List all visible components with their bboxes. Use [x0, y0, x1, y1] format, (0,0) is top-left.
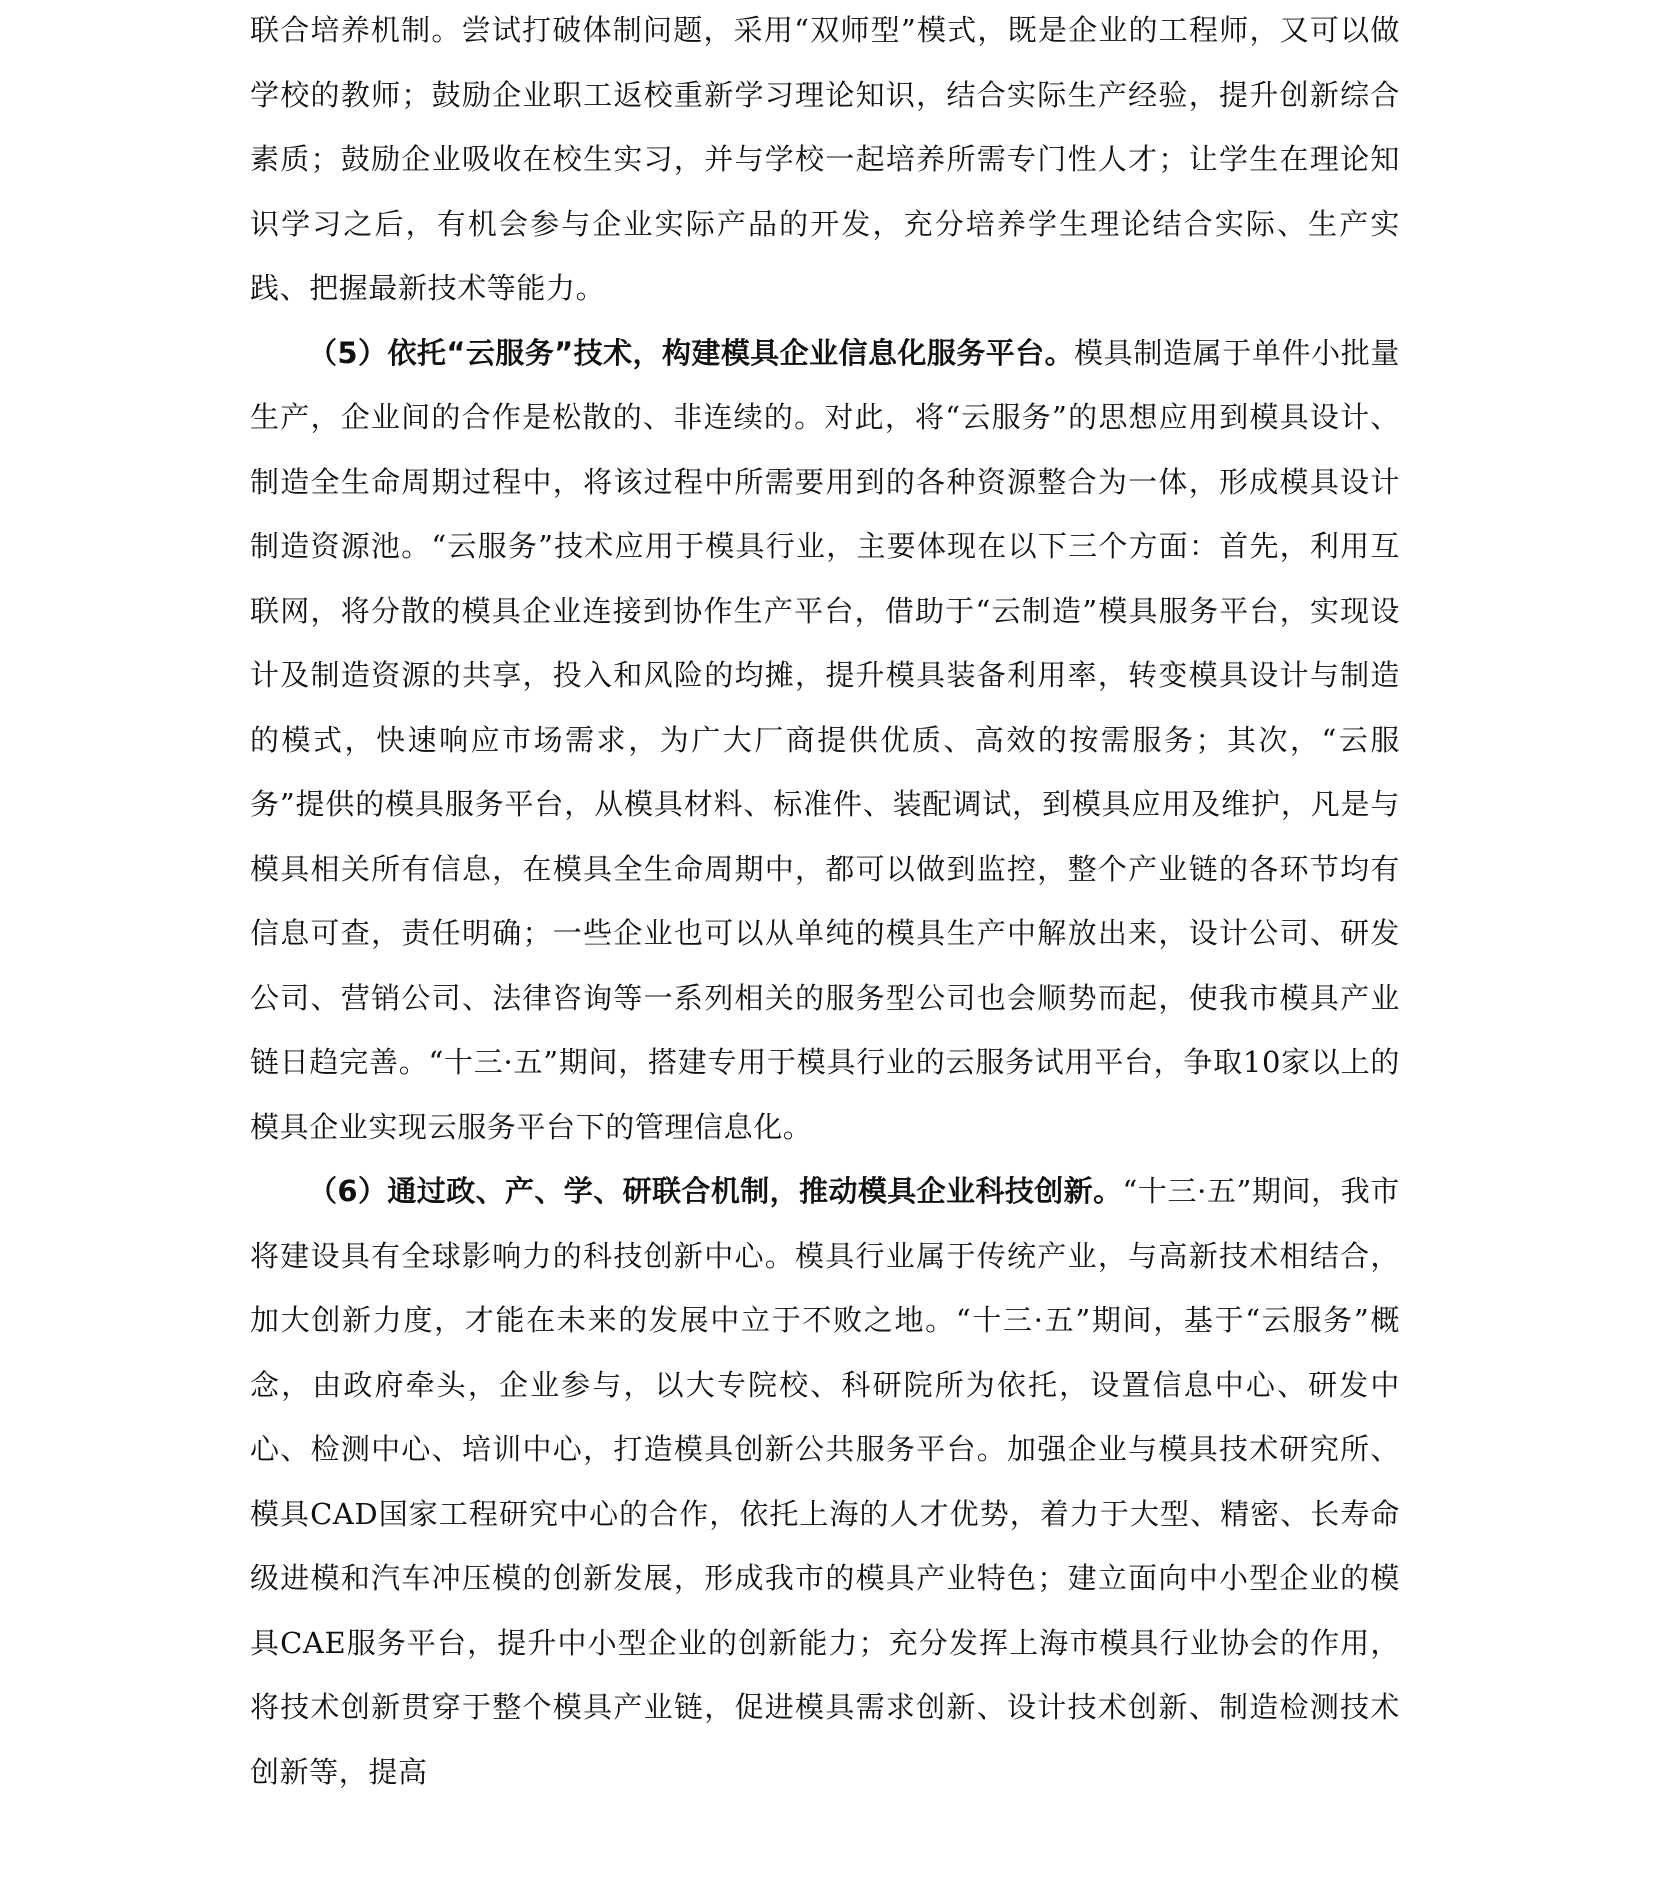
paragraph-training-mechanism — [250, 0, 1400, 321]
paragraph-heading: （5）依托“云服务”技术，构建模具企业信息化服务平台。 — [308, 335, 1075, 370]
paragraph-body: “十三·五”期间，我市将建设具有全球影响力的科技创新中心。模具行业属于传统产业，与高新技术相结合，加大创新力度，才能在未来的发展中立于不败之地。“十三·五”期间，基于“云服务”概念，由政府牵头，企业参与，以大专院校、科研院所为依托，设置信息中心、研发中心、检测中心、培训中心，打造模具创新公共服务平台。加强企业与模具技术研究所、模具CAD国家工程研究中心的合作，依托上海的人才优势，着力于大型、精密、长寿命级进模和汽车冲压模的创新发展，形成我市的模具产业特色；建立面向中小型企业的模具CAE服务平台，提升中小型企业的创新能力；充分发挥上海市模具行业协会的作用，将技术创新贯穿于整个模具产业链，促进模具需求创新、设计技术创新、制造检测技术创新等，提高 — [250, 1174, 1400, 1789]
paragraph-innovation — [250, 1159, 1400, 1804]
paragraph-body: 联合培养机制。尝试打破体制问题，采用“双师型”模式，既是企业的工程师，又可以做学校的教师；鼓励企业职工返校重新学习理论知识，结合实际生产经验，提升创新综合素质；鼓励企业吸收在校生实习，并与学校一起培养所需专门性人才；让学生在理论知识学习之后，有机会参与企业实际产品的开发，充分培养学生理论结合实际、生产实践、把握最新技术等能力。 — [250, 13, 1400, 305]
document-page — [250, 0, 1400, 1889]
paragraph-cloud-service — [250, 321, 1400, 1160]
paragraph-body: 模具制造属于单件小批量生产，企业间的合作是松散的、非连续的。对此，将“云服务”的思想应用到模具设计、制造全生命周期过程中，将该过程中所需要用到的各种资源整合为一体，形成模具设计制造资源池。“云服务”技术应用于模具行业，主要体现在以下三个方面：首先，利用互联网，将分散的模具企业连接到协作生产平台，借助于“云制造”模具服务平台，实现设计及制造资源的共享，投入和风险的均摊，提升模具装备利用率，转变模具设计与制造的模式，快速响应市场需求，为广大厂商提供优质、高效的按需服务；其次，“云服务”提供的模具服务平台，从模具材料、标准件、装配调试，到模具应用及维护，凡是与模具相关所有信息，在模具全生命周期中，都可以做到监控，整个产业链的各环节均有信息可查，责任明确；一些企业也可以从单纯的模具生产中解放出来，设计公司、研发公司、营销公司、法律咨询等一系列相关的服务型公司也会顺势而起，使我市模具产业链日趋完善。“十三·五”期间，搭建专用于模具行业的云服务试用平台，争取10家以上的模具企业实现云服务平台下的管理信息化。 — [250, 335, 1400, 1144]
paragraph-heading: （6）通过政、产、学、研联合机制，推动模具企业科技创新。 — [308, 1174, 1123, 1208]
